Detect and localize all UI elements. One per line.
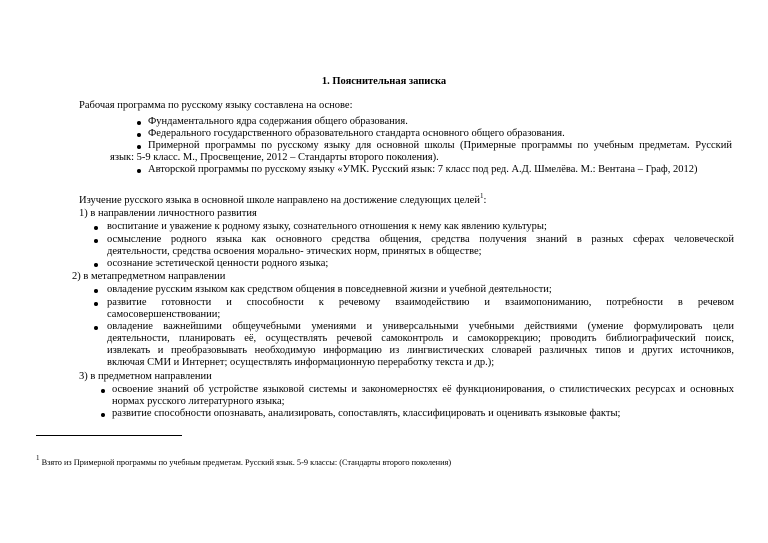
- subject-item: развитие способности опознавать, анализировать, сопоставлять, классифицировать и оценивать языковые факты;: [112, 408, 621, 419]
- meta-item: овладение русским языком как средством общения в повседневной жизни и учебной деятельности;: [107, 284, 552, 295]
- personal-item-continuation: деятельности, средства освоения морально- этических норм, принятых в обществе;: [107, 246, 482, 257]
- bullet-icon: [137, 169, 141, 173]
- bullet-icon: [94, 289, 98, 293]
- meta-item: овладение важнейшими общеучебными умениями и универсальными учебными действиями (умение формулировать цели: [107, 321, 734, 332]
- subject-item-continuation: нормах русского литературного языка;: [112, 396, 285, 407]
- meta-item: развитие готовности и способности к речевому взаимодействию и взаимопониманию, потребности в речевом: [107, 297, 734, 308]
- footnote-separator: [36, 435, 182, 436]
- goals-intro-end: :: [483, 195, 487, 206]
- goals-intro-text: Изучение русского языка в основной школе направлено на достижение следующих целей: [79, 195, 480, 206]
- basis-intro: Рабочая программа по русскому языку составлена на основе:: [79, 100, 353, 111]
- bullet-icon: [94, 302, 98, 306]
- basis-item: Фундаментального ядра содержания общего образования.: [148, 116, 408, 127]
- personal-item: воспитание и уважение к родному языку, сознательного отношения к нему как явлению культуры;: [107, 221, 547, 232]
- goals-intro: [79, 191, 487, 207]
- footnote-reference: 1: [479, 191, 484, 200]
- bullet-icon: [94, 263, 98, 267]
- bullet-icon: [101, 413, 105, 417]
- meta-item-continuation: деятельности, планировать её, осуществлять речевой самоконтроль и самокоррекцию; проводить библиографический поиск,: [107, 333, 734, 344]
- bullet-icon: [137, 145, 141, 149]
- basis-item: Примерной программы по русскому языку для основной школы (Примерные программы по учебным предметам. Русский: [148, 140, 732, 151]
- bullet-icon: [94, 226, 98, 230]
- bullet-icon: [101, 389, 105, 393]
- personal-item: осмысление родного языка как основного средства общения, средства получения знаний в разных сферах человеческой: [107, 234, 734, 245]
- bullet-icon: [137, 121, 141, 125]
- footnote-text: Взято из Примерной программы по учебным предметам. Русский язык. 5-9 классы: (Стандарты второго поколения): [39, 458, 452, 467]
- footnote-number: 1: [36, 454, 40, 463]
- footnote: [36, 456, 451, 469]
- goals-meta-heading: 2) в метапредметном направлении: [72, 271, 226, 282]
- goals-subject-heading: 3) в предметном направлении: [79, 371, 212, 382]
- bullet-icon: [137, 133, 141, 137]
- bullet-icon: [94, 326, 98, 330]
- meta-item-continuation: самосовершенствовании;: [107, 309, 221, 320]
- bullet-icon: [94, 239, 98, 243]
- goals-personal-heading: 1) в направлении личностного развития: [79, 208, 257, 219]
- section-title: 1. Пояснительная записка: [321, 76, 447, 87]
- basis-item: Авторской программы по русскому языку «УМК. Русский язык: 7 класс под ред. А.Д. Шмелёва. М.: Вентана – Граф, 2012): [148, 164, 698, 175]
- meta-item-continuation: извлекать и преобразовывать необходимую информацию из лингвистических словарей различных типов и других источников,: [107, 345, 734, 356]
- basis-item: Федерального государственного образовательного стандарта основного общего образования.: [148, 128, 565, 139]
- subject-item: освоение знаний об устройстве языковой системы и закономерностях её функционирования, о стилистических ресурсах и основных: [112, 384, 734, 395]
- basis-item-continuation: язык: 5-9 класс. М., Просвещение, 2012 – Стандарты второго поколения).: [110, 152, 439, 163]
- meta-item-continuation: включая СМИ и Интернет; осуществлять информационную переработку текста и др.);: [107, 357, 495, 368]
- personal-item: осознание эстетической ценности родного языка;: [107, 258, 329, 269]
